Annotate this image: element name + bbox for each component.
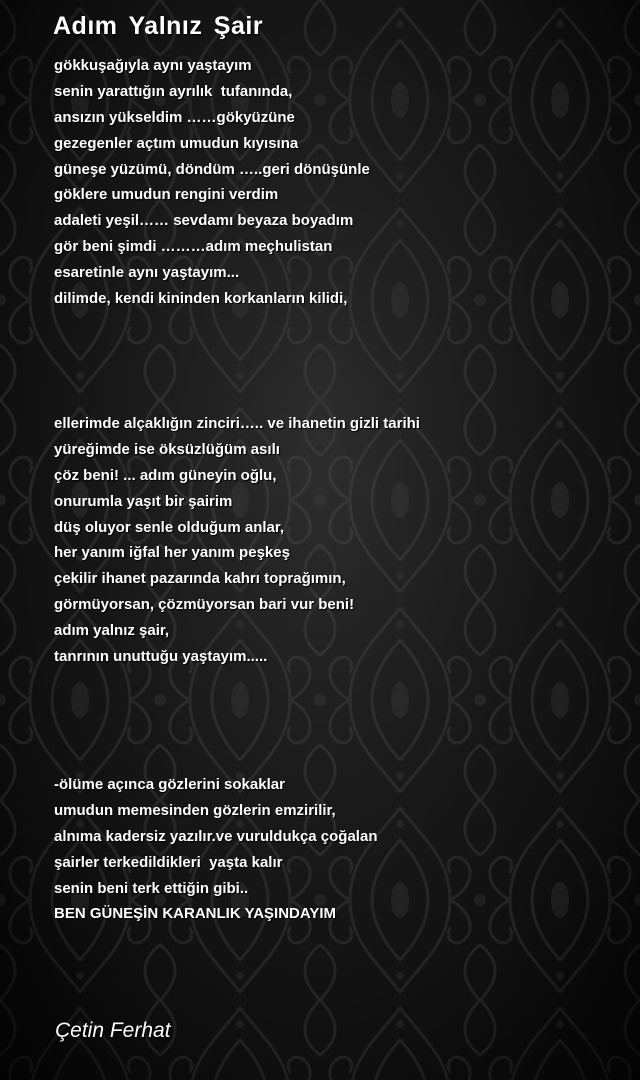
poem-line: ansızın yükseldim ……gökyüzüne [54, 108, 295, 126]
poem-line: senin yarattığın ayrılık tufanında, [54, 82, 293, 100]
poem-line: BEN GÜNEŞİN KARANLIK YAŞINDAYIM [54, 905, 336, 923]
poem-line: çöz beni! ... adım güneyin oğlu, [54, 466, 277, 484]
poem-title: Adım Yalnız Şair [53, 12, 264, 40]
poem-line: adım yalnız şair, [54, 622, 170, 640]
poem-line: esaretinle aynı yaştayım... [54, 264, 240, 282]
poem-line: gezegenler açtım umudun kıyısına [54, 134, 299, 152]
poem-line: düş oluyor senle olduğum anlar, [54, 518, 285, 536]
poem-author: Çetin Ferhat [55, 1019, 171, 1042]
poem-line: alnıma kadersiz yazılır.ve vuruldukça çoğalan [54, 827, 378, 845]
poem-line: adaleti yeşil…… sevdamı beyaza boyadım [54, 212, 354, 230]
poem-line: onurumla yaşıt bir şairim [54, 492, 233, 510]
poem-stanza-1 [54, 53, 370, 312]
poem-line: şairler terkedildikleri yaşta kalır [54, 853, 283, 871]
poem-line: dilimde, kendi kininden korkanların kilidi, [54, 290, 348, 308]
poem-line: çekilir ihanet pazarında kahrı toprağımın, [54, 570, 346, 588]
poem-line: gökkuşağıyla aynı yaştayım [54, 57, 252, 74]
poem-line: güneşe yüzümü, döndüm …..geri dönüşünle [54, 160, 370, 178]
poem-line: görmüyorsan, çözmüyorsan bari vur beni! [54, 596, 355, 614]
poem-line: ellerimde alçaklığın zinciri….. ve ihanetin gizli tarihi [54, 415, 420, 432]
poem-line: göklere umudun rengini verdim [54, 186, 279, 204]
poem-line: umudun memesinden gözlerin emzirilir, [54, 801, 336, 819]
poem-stanza-2 [54, 411, 420, 670]
poem-line: gör beni şimdi ………adım meçhulistan [54, 238, 333, 256]
poem-line: senin beni terk ettiğin gibi.. [54, 879, 249, 897]
poem-line: -ölüme açınca gözlerini sokaklar [54, 776, 285, 793]
poem-stanza-3 [54, 772, 377, 927]
poem-line: her yanım iğfal her yanım peşkeş [54, 544, 290, 562]
poem-line: tanrının unuttuğu yaştayım..... [54, 648, 268, 666]
poem-line: yüreğimde ise öksüzlüğüm asılı [54, 440, 280, 458]
